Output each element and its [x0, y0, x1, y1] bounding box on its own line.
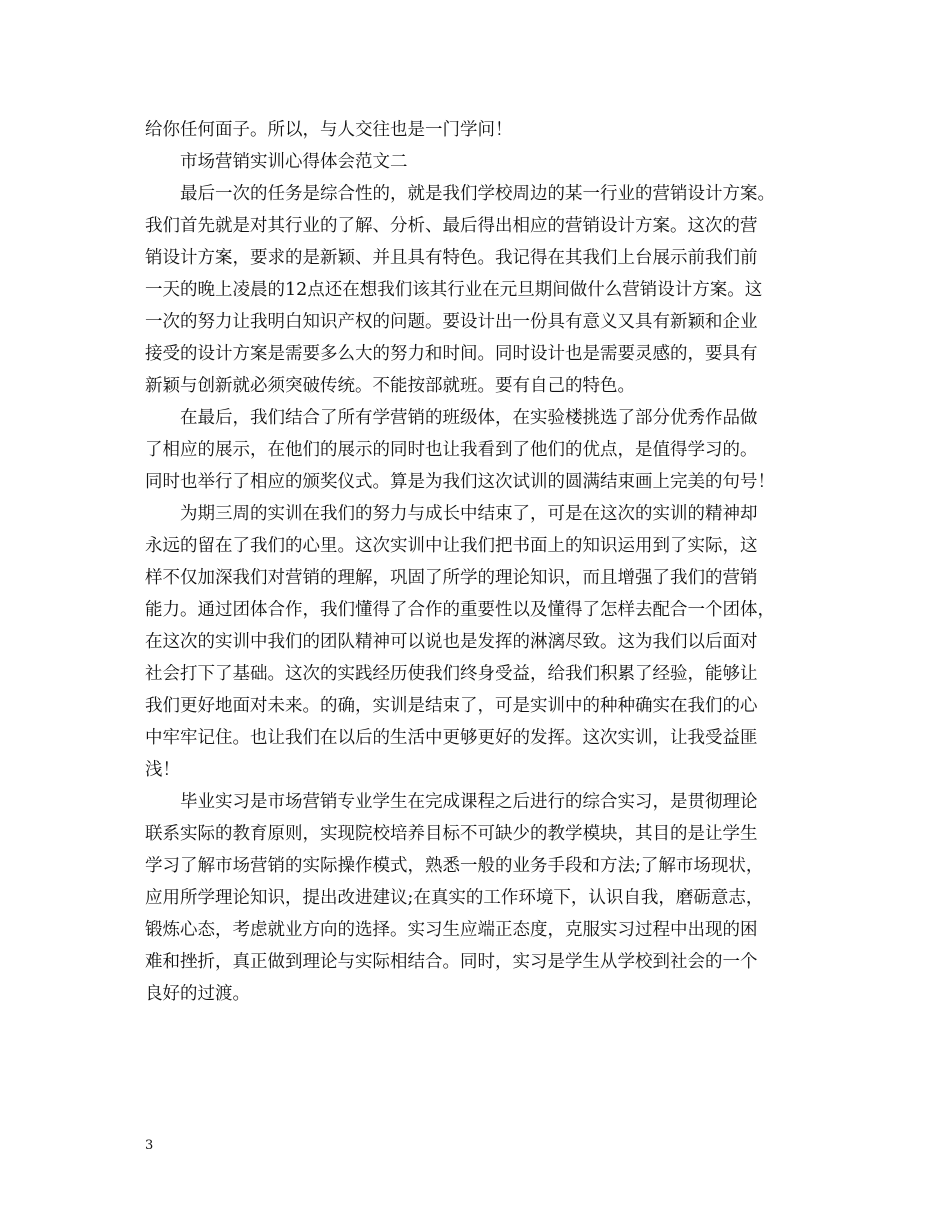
- text-line: 联系实际的教育原则，实现院校培养目标不可缺少的教学模块，其目的是让学生: [145, 824, 758, 844]
- document-body: [145, 114, 813, 1010]
- text-line: 浅！: [145, 760, 180, 780]
- text-line: 我们首先就是对其行业的了解、分析、最后得出相应的营销设计方案。这次的营: [145, 216, 758, 236]
- text-line: 能力。通过团体合作，我们懂得了合作的重要性以及懂得了怎样去配合一个团体，: [145, 600, 775, 620]
- text-line: 最后一次的任务是综合性的，就是我们学校周边的某一行业的营销设计方案。: [180, 184, 775, 204]
- text-line: 学习了解市场营销的实际操作模式，熟悉一般的业务手段和方法;了解市场现状，: [145, 856, 764, 876]
- text-line: 应用所学理论知识，提出改进建议;在真实的工作环境下，认识自我，磨砺意志，: [145, 888, 764, 908]
- text-line: 销设计方案，要求的是新颖、并且具有特色。我记得在其我们上台展示前我们前: [145, 248, 758, 268]
- page-number: 3: [145, 1138, 154, 1153]
- text-line: 永远的留在了我们的心里。这次实训中让我们把书面上的知识运用到了实际，这: [145, 536, 758, 556]
- text-line: 我们更好地面对未来。的确，实训是结束了，可是实训中的种种确实在我们的心: [145, 696, 758, 716]
- text-line: 给你任何面子。所以，与人交往也是一门学问！: [145, 120, 513, 140]
- text-line: 样不仅加深我们对营销的理解，巩固了所学的理论知识，而且增强了我们的营销: [145, 568, 758, 588]
- text-line: 接受的设计方案是需要多么大的努力和时间。同时设计也是需要灵感的，要具有: [145, 344, 758, 364]
- text-line: 社会打下了基础。这次的实践经历使我们终身受益，给我们积累了经验，能够让: [145, 664, 758, 684]
- text-line: 市场营销实训心得体会范文二: [180, 152, 408, 172]
- text-line: 在这次的实训中我们的团队精神可以说也是发挥的淋漓尽致。这为我们以后面对: [145, 632, 758, 652]
- text-line: 锻炼心态，考虑就业方向的选择。实习生应端正态度，克服实习过程中出现的困: [145, 920, 758, 940]
- text-line: 了相应的展示，在他们的展示的同时也让我看到了他们的优点，是值得学习的。: [145, 440, 758, 460]
- text-line: 一天的晚上凌晨的12点还在想我们该其行业在元旦期间做什么营销设计方案。这: [145, 280, 763, 300]
- text-line: 新颖与创新就必须突破传统。不能按部就班。要有自己的特色。: [145, 376, 635, 396]
- text-line: 中牢牢记住。也让我们在以后的生活中更够更好的发挥。这次实训，让我受益匪: [145, 728, 758, 748]
- text-line: 为期三周的实训在我们的努力与成长中结束了，可是在这次的实训的精神却: [180, 504, 758, 524]
- text-line: 难和挫折，真正做到理论与实际相结合。同时，实习是学生从学校到社会的一个: [145, 952, 758, 972]
- text-line: 毕业实习是市场营销专业学生在完成课程之后进行的综合实习，是贯彻理论: [180, 792, 758, 812]
- text-line: 一次的努力让我明白知识产权的问题。要设计出一份具有意义又具有新颖和企业: [145, 312, 758, 332]
- text-line: 良好的过渡。: [145, 984, 250, 1004]
- text-line: 在最后，我们结合了所有学营销的班级体，在实验楼挑选了部分优秀作品做: [180, 408, 758, 428]
- text-line: 同时也举行了相应的颁奖仪式。算是为我们这次试训的圆满结束画上完美的句号！: [145, 472, 775, 492]
